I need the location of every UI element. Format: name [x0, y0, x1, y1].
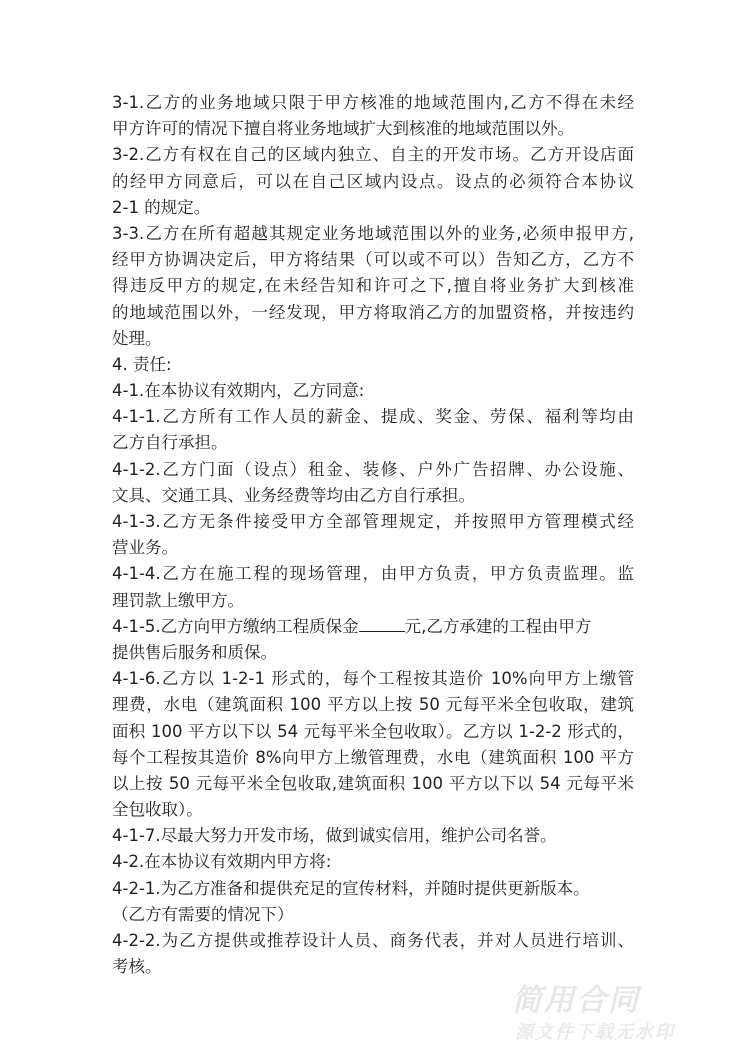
- text-line: [112, 221, 634, 247]
- text-line: [112, 430, 634, 456]
- text-segment: 处理。: [112, 328, 162, 348]
- text-segment: 3-2.乙方有权在自己的区域内独立、自主的开发市场。乙方开设店面: [112, 145, 634, 165]
- text-segment: 营业务。: [112, 538, 178, 558]
- text-segment: （乙方有需要的情况下）: [112, 904, 294, 924]
- text-segment: 理费，水电（建筑面积 100 平方以上按 50 元每平米全包收取，建筑: [112, 695, 634, 715]
- text-line: [112, 614, 634, 640]
- text-segment: 4-2-2.为乙方提供或推荐设计人员、商务代表，并对人员进行培训、: [112, 931, 634, 950]
- text-segment: 2-1 的规定。: [112, 197, 211, 217]
- text-line: [112, 116, 634, 142]
- text-line: [112, 535, 634, 561]
- text-line: [112, 902, 634, 928]
- text-line: [112, 300, 634, 326]
- text-line: [112, 195, 634, 221]
- text-line: [112, 169, 634, 195]
- text-segment: 4-1-2.乙方门面（设点）租金、装修、户外广告招牌、办公设施、: [112, 459, 634, 479]
- text-line: [112, 849, 634, 875]
- text-segment: 乙方自行承担。: [112, 433, 228, 453]
- text-line: [112, 483, 634, 509]
- text-line: [112, 90, 634, 116]
- text-segment: 4-1-1.乙方所有工作人员的薪金、提成、奖金、劳保、福利等均由: [112, 407, 634, 427]
- text-segment: 经甲方协调决定后，甲方将结果（可以或不可以）告知乙方，乙方不: [112, 250, 634, 270]
- text-line: [112, 666, 634, 692]
- text-line: [112, 588, 634, 614]
- text-line: [112, 457, 634, 483]
- text-segment: 3-3.乙方在所有超越其规定业务地域范围以外的业务,必须申报甲方,: [112, 223, 634, 243]
- text-segment: 4. 责任:: [112, 354, 172, 374]
- text-segment: 4-2-1.为乙方准备和提供充足的宣传材料，并随时提供更新版本。: [112, 878, 590, 898]
- text-segment: 甲方许可的情况下擅自将业务地域扩大到核准的地域范围以外。: [112, 119, 574, 139]
- text-line: [112, 823, 634, 849]
- text-segment: 文具、交通工具、业务经费等均由乙方自行承担。: [112, 485, 475, 505]
- text-segment: 考核。: [112, 957, 162, 977]
- text-segment: 面积 100 平方以下以 54 元每平米全包收取）。乙方以 1-2-2 形式的，: [112, 721, 634, 741]
- text-segment: 理罚款上缴甲方。: [112, 590, 244, 610]
- text-segment: 的地域范围以外，一经发现，甲方将取消乙方的加盟资格，并按违约: [112, 302, 634, 322]
- text-line: [112, 692, 634, 718]
- text-segment: 元,乙方承建的工程由甲方: [404, 616, 592, 636]
- text-segment: 4-1-5.乙方向甲方缴纳工程质保金: [112, 616, 359, 636]
- text-line: [112, 273, 634, 299]
- text-segment: 以上按 50 元每平米全包收取,建筑面积 100 平方以下以 54 元每平米: [112, 773, 634, 793]
- text-line: [112, 352, 634, 378]
- text-segment: 3-1.乙方的业务地域只限于甲方核准的地域范围内,乙方不得在未经: [112, 93, 634, 112]
- text-segment: 每个工程按其造价 8%向甲方上缴管理费，水电（建筑面积 100 平方: [112, 747, 634, 767]
- text-line: [112, 876, 634, 902]
- text-segment: 4-1.在本协议有效期内，乙方同意:: [112, 381, 365, 401]
- text-segment: 4-2.在本协议有效期内甲方将:: [112, 852, 332, 872]
- watermark-logo: 简用合同: [512, 983, 640, 1018]
- text-line: [112, 719, 634, 745]
- text-line: [112, 378, 634, 404]
- text-segment: 的经甲方同意后，可以在自己区域内设点。设点的必须符合本协议: [112, 171, 634, 191]
- text-segment: 得违反甲方的规定,在未经告知和许可之下,擅自将业务扩大到核准: [112, 276, 634, 296]
- fill-in-blank: [359, 616, 405, 632]
- text-line: [112, 745, 634, 771]
- text-line: [112, 954, 634, 980]
- text-line: [112, 509, 634, 535]
- text-line: [112, 771, 634, 797]
- text-segment: 4-1-7.尽最大努力开发市场，做到诚实信用，维护公司名誉。: [112, 826, 557, 846]
- text-line: [112, 928, 634, 954]
- text-line: [112, 142, 634, 168]
- watermark-subtitle: 源文件下载无水印: [515, 1022, 675, 1043]
- document-body: [112, 90, 634, 980]
- text-line: [112, 404, 634, 430]
- text-segment: 提供售后服务和质保。: [112, 642, 277, 662]
- text-segment: 4-1-3.乙方无条件接受甲方全部管理规定，并按照甲方管理模式经: [112, 512, 634, 531]
- text-line: [112, 797, 634, 823]
- text-line: [112, 640, 634, 666]
- text-segment: 4-1-6.乙方以 1-2-1 形式的，每个工程按其造价 10%向甲方上缴管: [112, 669, 634, 689]
- text-line: [112, 247, 634, 273]
- text-line: [112, 326, 634, 352]
- text-line: [112, 561, 634, 587]
- text-segment: 4-1-4.乙方在施工程的现场管理，由甲方负责，甲方负责监理。监: [112, 564, 634, 584]
- text-segment: 全包收取）。: [112, 800, 203, 820]
